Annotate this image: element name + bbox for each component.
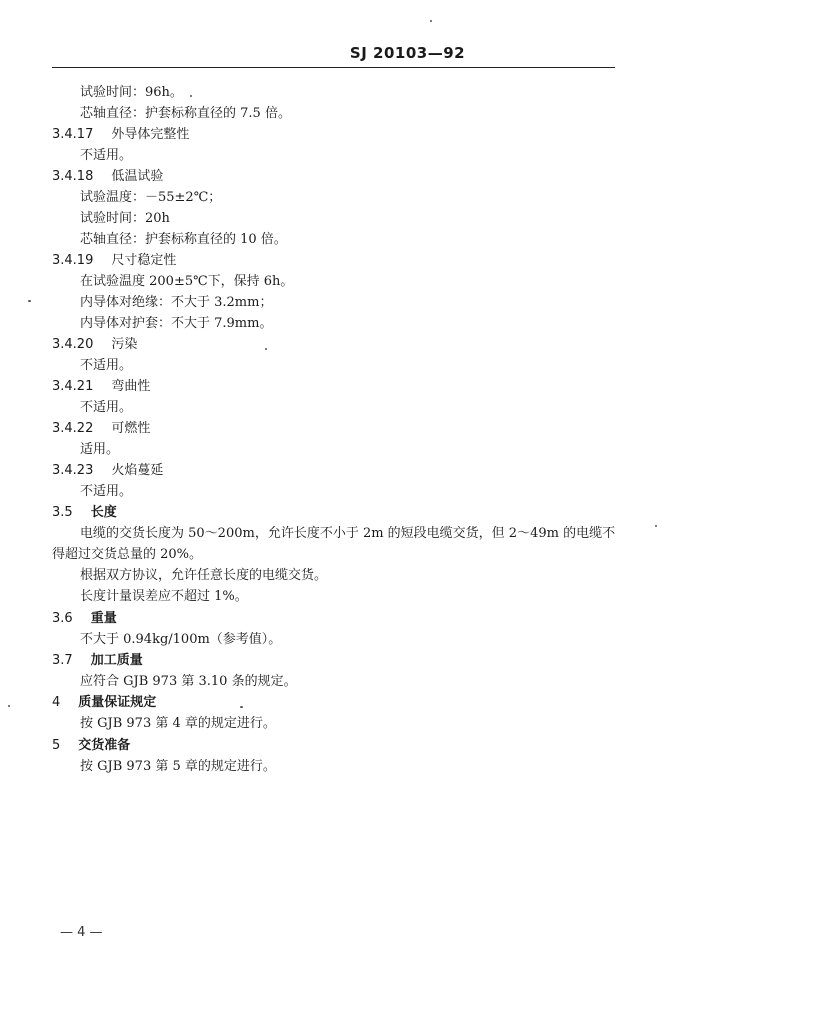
body-line: 得超过交货总量的 20%。 bbox=[52, 547, 203, 562]
section-title: 污染 bbox=[111, 337, 138, 352]
section-number: 3.6 bbox=[52, 611, 73, 626]
section-number: 4 bbox=[52, 695, 61, 710]
section-title: 弯曲性 bbox=[111, 379, 151, 394]
section-title: 低温试验 bbox=[111, 169, 164, 184]
body-line: 不大于 0.94kg/100m（参考值）。 bbox=[80, 632, 282, 647]
body-line: 应符合 GJB 973 第 3.10 条的规定。 bbox=[80, 674, 297, 689]
body-line: 根据双方协议，允许任意长度的电缆交货。 bbox=[80, 568, 328, 583]
header-rule bbox=[52, 67, 615, 68]
body-line: 芯轴直径：护套标称直径的 10 倍。 bbox=[80, 232, 287, 247]
section-number: 3.4.19 bbox=[52, 253, 94, 268]
section-heading-3-4-23 bbox=[52, 462, 163, 480]
section-heading-3-4-20 bbox=[52, 336, 137, 354]
body-line: 按 GJB 973 第 5 章的规定进行。 bbox=[80, 759, 276, 774]
body-line: 适用。 bbox=[80, 442, 120, 457]
body-line: 内导体对绝缘：不大于 3.2mm； bbox=[80, 295, 273, 310]
scan-speck bbox=[655, 525, 657, 527]
section-title: 重量 bbox=[90, 611, 117, 626]
section-heading-3-4-18 bbox=[52, 168, 163, 186]
section-heading-3-7 bbox=[52, 652, 143, 670]
body-line: 不适用。 bbox=[80, 400, 133, 415]
section-number: 3.4.22 bbox=[52, 421, 94, 436]
section-title: 尺寸稳定性 bbox=[111, 253, 177, 268]
section-title: 火焰蔓延 bbox=[111, 463, 164, 478]
body-line: 不适用。 bbox=[80, 358, 133, 373]
section-heading-5 bbox=[52, 737, 130, 755]
scan-speck bbox=[240, 706, 243, 708]
document-code-header: SJ 20103—92 bbox=[349, 44, 466, 62]
section-number: 3.4.21 bbox=[52, 379, 94, 394]
body-line: 试验时间：96h。 bbox=[80, 85, 183, 100]
section-number: 3.5 bbox=[52, 505, 73, 520]
section-number: 3.7 bbox=[52, 653, 73, 668]
section-heading-3-4-22 bbox=[52, 420, 150, 438]
scan-speck bbox=[28, 300, 31, 302]
section-heading-3-5 bbox=[52, 504, 117, 522]
section-number: 3.4.23 bbox=[52, 463, 94, 478]
section-title: 交货准备 bbox=[78, 738, 131, 753]
section-heading-3-4-19 bbox=[52, 252, 176, 270]
section-title: 质量保证规定 bbox=[78, 695, 157, 710]
scan-speck bbox=[8, 705, 10, 707]
section-number: 5 bbox=[52, 738, 61, 753]
body-line: 不适用。 bbox=[80, 484, 133, 499]
section-heading-3-4-17 bbox=[52, 126, 189, 144]
section-title: 加工质量 bbox=[90, 653, 143, 668]
section-number: 3.4.18 bbox=[52, 169, 94, 184]
section-title: 外导体完整性 bbox=[111, 127, 190, 142]
section-heading-4 bbox=[52, 694, 156, 712]
section-heading-3-6 bbox=[52, 610, 117, 628]
body-line: 电缆的交货长度为 50～200m，允许长度不小于 2m 的短段电缆交货，但 2～49m 的电缆不 bbox=[80, 526, 616, 541]
section-heading-3-4-21 bbox=[52, 378, 150, 396]
page-number: — 4 — bbox=[60, 925, 103, 940]
body-line: 内导体对护套：不大于 7.9mm。 bbox=[80, 316, 273, 331]
scan-speck bbox=[190, 95, 192, 97]
section-number: 3.4.17 bbox=[52, 127, 94, 142]
body-line: 试验温度：－55±2℃； bbox=[80, 190, 222, 205]
body-line: 芯轴直径：护套标称直径的 7.5 倍。 bbox=[80, 106, 291, 121]
body-line: 试验时间：20h bbox=[80, 211, 170, 226]
section-title: 长度 bbox=[90, 505, 117, 520]
body-line: 不适用。 bbox=[80, 148, 133, 163]
body-line: 在试验温度 200±5℃下，保持 6h。 bbox=[80, 274, 294, 289]
scan-speck bbox=[430, 20, 432, 22]
body-line: 长度计量误差应不超过 1%。 bbox=[80, 589, 248, 604]
scan-speck bbox=[265, 348, 267, 350]
section-number: 3.4.20 bbox=[52, 337, 94, 352]
body-line: 按 GJB 973 第 4 章的规定进行。 bbox=[80, 716, 276, 731]
section-title: 可燃性 bbox=[111, 421, 151, 436]
